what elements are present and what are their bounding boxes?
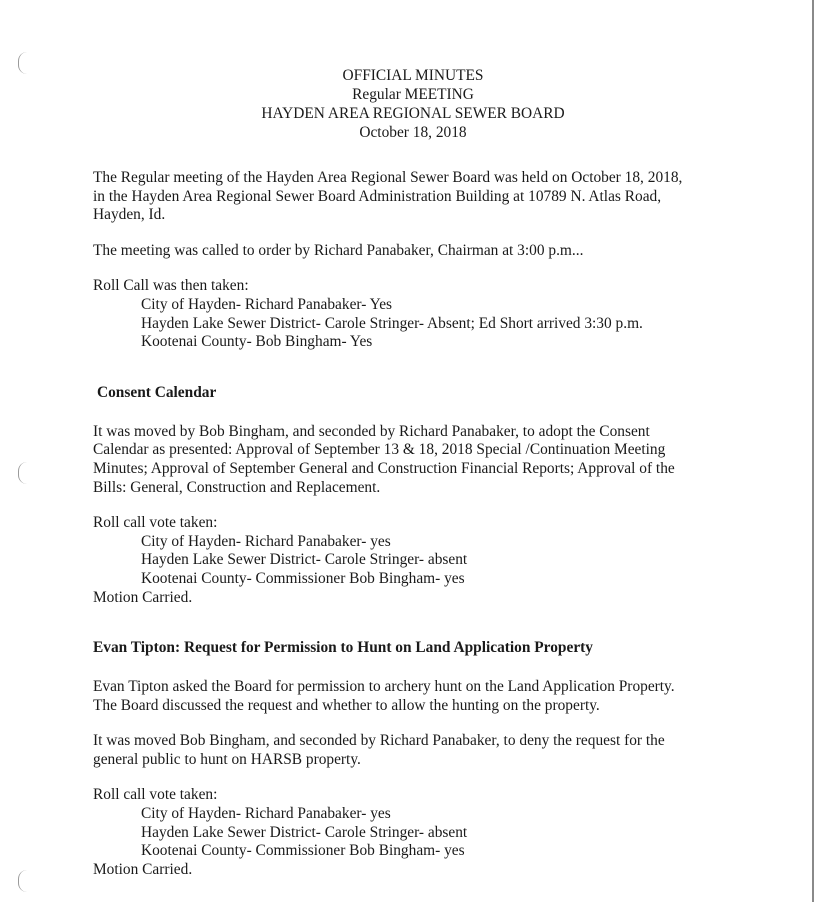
- roll-call-entry: City of Hayden- Richard Panabaker- Yes: [141, 295, 393, 313]
- consent-line: It was moved by Bob Bingham, and seconded by Richard Panabaker, to adopt the Consent: [93, 422, 650, 440]
- header-meeting-type: Regular MEETING: [352, 86, 474, 103]
- vote-label: Roll call vote taken:: [93, 514, 218, 532]
- tipton-line: It was moved Bob Bingham, and seconded by Richard Panabaker, to deny the request for the: [93, 732, 665, 750]
- vote-entry: Kootenai County- Commissioner Bob Bingham- yes: [141, 569, 465, 587]
- motion-result: Motion Carried.: [93, 588, 193, 606]
- vote-entry: Kootenai County- Commissioner Bob Bingham- yes: [141, 842, 465, 860]
- consent-calendar-paragraph: [93, 423, 733, 497]
- consent-vote-section: [93, 514, 733, 607]
- consent-calendar-heading: Consent Calendar: [97, 383, 217, 401]
- roll-call-section: [93, 277, 733, 351]
- call-to-order-paragraph: The meeting was called to order by Richard Panabaker, Chairman at 3:00 p.m...: [93, 241, 584, 259]
- punch-hole-mark: [18, 52, 27, 74]
- tipton-line: The Board discussed the request and whether to allow the hunting on the property.: [93, 696, 600, 714]
- vote-entry: Hayden Lake Sewer District- Carole Stringer- absent: [141, 551, 468, 569]
- roll-call-label: Roll Call was then taken:: [93, 277, 249, 295]
- intro-line: The Regular meeting of the Hayden Area Regional Sewer Board was held on October 18, 2018,: [93, 169, 683, 186]
- consent-line: Minutes; Approval of September General and Construction Financial Reports; Approval of the: [93, 459, 675, 477]
- tipton-vote-section: [93, 786, 733, 879]
- roll-call-entry: Hayden Lake Sewer District- Carole Stringer- Absent; Ed Short arrived 3:30 p.m.: [141, 314, 643, 332]
- consent-line: Bills: General, Construction and Replacement.: [93, 478, 381, 496]
- tipton-line: Evan Tipton asked the Board for permission to archery hunt on the Land Application Property.: [93, 678, 675, 696]
- vote-entry: Hayden Lake Sewer District- Carole Stringer- absent: [141, 823, 468, 841]
- tipton-line: general public to hunt on HARSB property.: [93, 750, 361, 768]
- punch-hole-mark: [18, 870, 27, 892]
- header-board-name: HAYDEN AREA REGIONAL SEWER BOARD: [261, 105, 565, 122]
- tipton-paragraph-1: [93, 678, 733, 715]
- header-title: OFFICIAL MINUTES: [342, 67, 484, 84]
- vote-entry: City of Hayden- Richard Panabaker- yes: [141, 805, 391, 823]
- consent-line: Calendar as presented: Approval of September 13 & 18, 2018 Special /Continuation Meeting: [93, 441, 666, 459]
- tipton-request-heading: Evan Tipton: Request for Permission to Hunt on Land Application Property: [93, 639, 593, 657]
- motion-result: Motion Carried.: [93, 860, 193, 878]
- vote-label: Roll call vote taken:: [93, 786, 218, 804]
- tipton-paragraph-2: [93, 732, 733, 769]
- intro-line: Hayden, Id.: [93, 206, 166, 224]
- punch-hole-mark: [18, 462, 27, 484]
- document-page: [93, 66, 733, 879]
- intro-line: in the Hayden Area Regional Sewer Board Administration Building at 10789 N. Atlas Road,: [93, 187, 662, 205]
- header-date: October 18, 2018: [359, 124, 467, 141]
- document-header: [93, 66, 733, 142]
- roll-call-entry: Kootenai County- Bob Bingham- Yes: [141, 333, 373, 351]
- intro-paragraph: [93, 169, 733, 225]
- vote-entry: City of Hayden- Richard Panabaker- yes: [141, 532, 391, 550]
